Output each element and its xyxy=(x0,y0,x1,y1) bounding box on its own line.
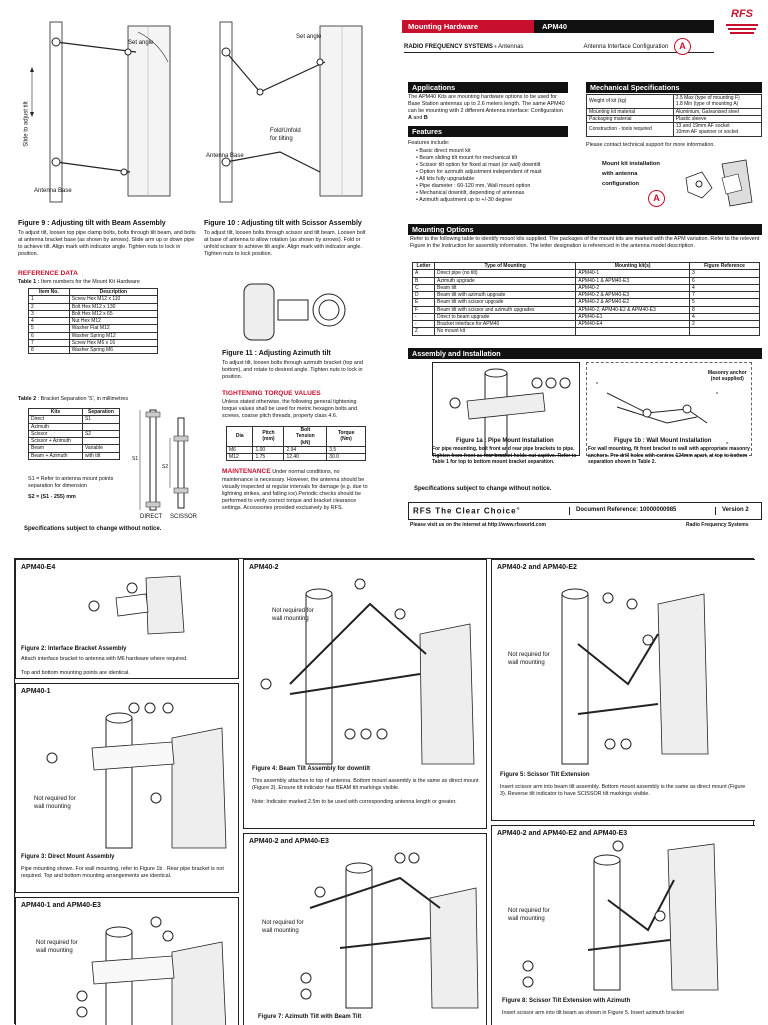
torque-header: Dia xyxy=(227,427,253,447)
table2-row xyxy=(29,416,120,423)
options-row-cell: APM40-2, APM40-E2 & APM40-E3 xyxy=(576,306,690,313)
table2-caption-row xyxy=(18,396,128,403)
applications-and: and xyxy=(413,115,423,122)
header-title: Mounting Hardware xyxy=(402,20,534,33)
not-required-label: Not required for wall mounting xyxy=(34,796,76,810)
slogan-mark: ® xyxy=(516,505,521,511)
table1-row-cell: 4 xyxy=(29,318,70,325)
fig2-drawing xyxy=(76,576,196,636)
left-sheet xyxy=(18,8,368,540)
table2-row-cell: Beam xyxy=(29,445,83,452)
feature-item: • All kits fully upgradable xyxy=(416,176,586,183)
options-header: Type of Mounting xyxy=(435,263,576,270)
options-row-cell: Azimuth upgrade xyxy=(435,277,576,284)
rfs-logo xyxy=(724,8,760,42)
table1-row-cell: 7 xyxy=(29,339,70,346)
table1-row-cell: Nut Hex M12 xyxy=(69,318,157,325)
torque-table xyxy=(226,426,366,461)
assembly-heading: Assembly and Installation xyxy=(408,348,762,359)
options-row-cell: APM40-2 & APM40-E3 xyxy=(576,292,690,299)
not-required-label: Not required for wall mounting xyxy=(36,940,78,954)
panel-apm40-e4 xyxy=(15,559,239,679)
options-row-cell: 6 xyxy=(690,277,760,284)
torque-cell: 30.0 xyxy=(327,454,366,461)
options-row xyxy=(413,270,760,277)
not-required-label: Not required for wall mounting xyxy=(272,608,314,622)
fig9-slide-label: Slide to adjust tilt xyxy=(23,101,30,147)
table1-title: Table 1 : xyxy=(18,279,40,285)
fig3-caption: Figure 3: Direct Mount Assembly xyxy=(21,854,115,860)
torque-header: Torque (Nm) xyxy=(327,427,366,447)
rfs-logo-text: RFS xyxy=(731,8,753,20)
masonry-label: Masonry anchor (not supplied) xyxy=(708,370,747,383)
table2-row-cell: with tilt xyxy=(82,452,119,459)
options-row-cell: APM40-1 xyxy=(576,270,690,277)
feature-item: • Basic direct mount kit xyxy=(416,148,586,155)
table2-row-cell xyxy=(82,423,119,430)
options-row-cell: No mount kit xyxy=(435,328,576,335)
features-intro: Features include: xyxy=(408,140,450,146)
options-row-cell: Bracket interface for APM40 xyxy=(435,321,576,328)
torque-heading: TIGHTENING TORQUE VALUES xyxy=(222,390,321,397)
options-row-cell: D xyxy=(413,292,435,299)
features-heading: Features xyxy=(408,126,568,137)
table1-caption-row xyxy=(18,279,140,286)
panel-apm40-2 xyxy=(243,559,487,829)
mech-row-cell: 2.5 Max (type of mounting F) 1.8 Min (type of mounting A) xyxy=(673,95,761,109)
options-header: Letter xyxy=(413,263,435,270)
options-row xyxy=(413,306,760,313)
options-row-cell: - xyxy=(413,321,435,328)
table1-row xyxy=(29,332,158,339)
table1 xyxy=(28,288,158,354)
config-b: B xyxy=(423,115,428,122)
options-row xyxy=(413,299,760,306)
table1-row xyxy=(29,303,158,310)
not-required-label: Not required for wall mounting xyxy=(508,652,550,666)
fig1a-title: Figure 1a : Pipe Mount Installation xyxy=(456,438,554,444)
options-row-cell: - xyxy=(413,313,435,320)
fig4-text: This assembly attaches to top of antenna. Bottom mount assembly is the same as direct mount (Figure 3). Ensure tilt indicator has BEAM tilt markings visible. Note: Indicator marked 2.5m to be used with corresponding antenna length or greater. xyxy=(252,778,479,806)
options-row-cell: Z xyxy=(413,328,435,335)
applications-text xyxy=(408,94,568,122)
fig1b-title: Figure 1b : Wall Mount Installation xyxy=(614,438,712,444)
panel-title: APM40-E4 xyxy=(21,564,56,571)
table2-row xyxy=(29,445,120,452)
torque-cell: 2.94 xyxy=(284,446,327,453)
options-header: Mounting kit(s) xyxy=(576,263,690,270)
table2-row xyxy=(29,423,120,430)
config-letter-circle: A xyxy=(674,38,691,55)
table1-header: Item No. xyxy=(29,289,70,296)
reference-heading: REFERENCE DATA xyxy=(18,270,78,277)
table2-caption: : Bracket Separation 'S', in millimetres xyxy=(37,396,129,402)
fig11-title: Figure 11 : Adjusting Azimuth tilt xyxy=(222,350,331,357)
panel-title: APM40-2 and APM40-E3 xyxy=(249,838,329,845)
options-row-cell: C xyxy=(413,284,435,291)
options-row-cell: APM40-2 & APM40-E2 xyxy=(576,299,690,306)
mount-kit-letter: A xyxy=(648,190,665,207)
table1-row xyxy=(29,325,158,332)
options-row-cell: APM40-2 xyxy=(576,284,690,291)
s1-note: S1 = Refer to antenna mount points separation for dimension xyxy=(28,476,114,490)
mech-row-cell: Mounting kit material xyxy=(587,108,674,115)
header-model: APM40 xyxy=(534,20,714,33)
panel-apm40-1 xyxy=(15,683,239,893)
fig1a-text: For pipe mounting, bolt front and rear pipe brackets to pipe. Tighten from front as rear bracket holds nut captive. Refer to Table 1 for top to bottom mount bracket separation. xyxy=(432,446,577,465)
feature-item: • Scissor tilt option for fixed at mast (or wall) downtilt xyxy=(416,162,586,169)
options-row-cell: APM40-1 & APM40-E3 xyxy=(576,277,690,284)
maintenance-block xyxy=(222,468,370,512)
maintenance-text: Under normal conditions, no maintenance is necessary. However, the antenna should be visually inspected at regular intervals for damage (e.g. due to lightning strikes, and falling ice).Periodic checks should be performed to verify correct torque and bracket clearance settings. Accessories provided exclusively by RFS. xyxy=(222,469,368,511)
fig7-caption: Figure 7: Azimuth Tilt with Beam Tilt xyxy=(258,1014,362,1020)
torque-cell: 3.5 xyxy=(327,446,366,453)
s1-label: S1 xyxy=(132,456,139,462)
fig3-drawing xyxy=(22,698,232,848)
panel-apm40-2-e2-e3 xyxy=(491,825,755,1025)
table1-row-cell: 8 xyxy=(29,347,70,354)
options-row-cell: 8 xyxy=(690,306,760,313)
table1-row-cell: Washer Spring M6 xyxy=(69,347,157,354)
table1-header: Description xyxy=(69,289,157,296)
table1-row-cell: 3 xyxy=(29,310,70,317)
options-row-cell: 7 xyxy=(690,292,760,299)
options-row-cell: 4 xyxy=(690,284,760,291)
mech-row-cell: Construction - tools required xyxy=(587,123,674,137)
fig11-drawing xyxy=(234,276,354,346)
fig9-base-label: Antenna Base xyxy=(34,188,72,194)
options-row-cell: Beam tilt with scissor upgrade xyxy=(435,299,576,306)
mech-row-cell: Weight of kit (kg) xyxy=(587,95,674,109)
options-row-cell: 3 xyxy=(690,270,760,277)
torque-cell: 12.40 xyxy=(284,454,327,461)
company-text: Radio Frequency Systems xyxy=(686,522,749,528)
table2-row-cell: Beam + Azimuth xyxy=(29,452,83,459)
footer-box xyxy=(408,502,762,520)
fig2-caption: Figure 2: Interface Bracket Assembly xyxy=(21,646,127,652)
options-row xyxy=(413,292,760,299)
maintenance-heading: MAINTENANCE xyxy=(222,468,271,475)
fig11-text: To adjust tilt, loosen bolts through azimuth bracket (top and bottom), and rotate to desired angle. Tighten nuts to lock in position. xyxy=(222,360,363,381)
options-row-cell: B xyxy=(413,277,435,284)
options-header: Figure Reference xyxy=(690,263,760,270)
direct-label: DIRECT xyxy=(140,514,163,520)
bracket-separation-drawing xyxy=(130,408,200,518)
s2-note: S2 = (S1 - 255) mm xyxy=(28,494,76,500)
mech-row-cell: Packaging material xyxy=(587,115,674,122)
options-row xyxy=(413,321,760,328)
panel-title: APM40-1 and APM40-E3 xyxy=(21,902,101,909)
feature-item: • Beam sliding tilt mount for mechanical tilt xyxy=(416,155,586,162)
doc-ref: Document Reference: 10000000985 xyxy=(569,507,715,515)
table1-row-cell: Bolt Hex M12 x 130 xyxy=(69,303,157,310)
mech-row-cell: Aluminium, Galvanised steel xyxy=(673,108,761,115)
feature-item: • Mechanical downtilt, depending of antennas xyxy=(416,190,586,197)
panel-apm40-2-e2 xyxy=(491,559,755,821)
table2-row-cell: Azimuth xyxy=(29,423,83,430)
mounting-text: Refer to the following table to identify mount kits supplied. The packages of the mount kits are marked with the APM variation. Refer to the relevent Figure in the Instruction for assembly information. The letter designation is referenced in the antenna model description. xyxy=(410,236,760,250)
table1-row-cell: Washer Spring M12 xyxy=(69,332,157,339)
panel-title: APM40-2 xyxy=(249,564,279,571)
fig2-text: Attach interface bracket to antenna with M6 hardware where required. Top and bottom mounting points are identical. xyxy=(21,656,188,677)
fig1b-text: For wall mounting, fit front bracket to wall with appropriate masonry anchors. Pre-drill holes with centres 124mm apart, at top to bottom separation shown in Table 2. xyxy=(588,446,750,465)
table2-row xyxy=(29,452,120,459)
options-row xyxy=(413,328,760,335)
table1-caption: Item numbers for the Mount Kit Hardware xyxy=(40,279,140,285)
config-line: Antenna Interface Configuration xyxy=(583,44,669,50)
bottom-sheet xyxy=(14,558,754,1024)
table2-row xyxy=(29,438,120,445)
features-list xyxy=(416,148,586,204)
fig9-drawing xyxy=(18,12,188,212)
mount-kit-drawing xyxy=(682,158,762,208)
panel-apm40-1-e3 xyxy=(15,897,239,1025)
table1-row xyxy=(29,296,158,303)
s2-label: S2 xyxy=(162,464,169,470)
table1-row-cell: 6 xyxy=(29,332,70,339)
torque-header: Pitch (mm) xyxy=(253,427,284,447)
table2 xyxy=(28,408,120,460)
mech-row-cell: Plastic sleeve xyxy=(673,115,761,122)
table1-row xyxy=(29,339,158,346)
options-row-cell: Beam tilt with scissor and azimuth upgrades xyxy=(435,306,576,313)
visit-text: Please visit us on the internet at http://www.rfsworld.com xyxy=(410,522,546,528)
scissor-label: SCISSOR xyxy=(170,514,198,520)
mech-row xyxy=(587,108,762,115)
options-row xyxy=(413,284,760,291)
applications-body: The APM40 Kits are mounting hardware options to be used for Base Station antennas up to 2.6 meters length. The same APM40 can be mounting with 2 different Antenna interface: Configuration xyxy=(408,94,565,115)
table1-row-cell: Screw Hex M12 x 110 xyxy=(69,296,157,303)
fig10-base-label: Antenna Base xyxy=(206,153,244,159)
options-row-cell xyxy=(576,328,690,335)
not-required-label: Not required for wall mounting xyxy=(262,920,304,934)
options-row-cell: E xyxy=(413,299,435,306)
table1-row xyxy=(29,347,158,354)
contact-text: Please contact technical support for more information. xyxy=(586,142,715,148)
table1-row-cell: Washer Flat M12 xyxy=(69,325,157,332)
panel-title: APM40-2 and APM40-E2 xyxy=(497,564,577,571)
options-row-cell xyxy=(690,328,760,335)
panel-title: APM40-2 and APM40-E2 and APM40-E3 xyxy=(497,830,628,837)
right-sheet xyxy=(402,8,764,540)
mech-row xyxy=(587,123,762,137)
options-row xyxy=(413,277,760,284)
fig5-caption: Figure 5: Scissor Tilt Extension xyxy=(500,772,590,778)
table2-row-cell: S1 xyxy=(82,416,119,423)
mech-heading: Mechanical Specifications xyxy=(586,82,762,93)
panel-title: APM40-1 xyxy=(21,688,51,695)
torque-cell: 1.00 xyxy=(253,446,284,453)
slogan xyxy=(409,506,569,517)
torque-cell: 1.75 xyxy=(253,454,284,461)
mech-row xyxy=(587,95,762,109)
options-row-cell: APM40-E4 xyxy=(576,321,690,328)
table1-row-cell: 2 xyxy=(29,303,70,310)
brand-name: RADIO FREQUENCY SYSTEMS xyxy=(404,44,493,50)
mech-row xyxy=(587,115,762,122)
feature-item: • Option for azimuth adjustment independent of mast xyxy=(416,169,586,176)
options-row-cell: APM40-E1 xyxy=(576,313,690,320)
fig10-fold-label: Fold/Unfold for tilting xyxy=(270,128,301,142)
version: Version 2 xyxy=(715,507,749,515)
torque-cell: M12 xyxy=(227,454,253,461)
table1-row xyxy=(29,310,158,317)
options-row-cell: 4 xyxy=(690,313,760,320)
table2-row-cell: S2 xyxy=(82,430,119,437)
applications-heading: Applications xyxy=(408,82,568,93)
feature-item: • Pipe diameter : 60-120 mm, Wall mount option xyxy=(416,183,586,190)
table2-row-cell: Scissor xyxy=(29,430,83,437)
table2-row-cell xyxy=(82,438,119,445)
fig10-set-angle-label: Set angle xyxy=(296,34,322,40)
left-footer: Specifications subject to change without notice. xyxy=(24,526,162,532)
fig8-caption: Figure 8: Scissor Tilt Extension with Azimuth xyxy=(502,998,631,1004)
table2-row-cell: Scissor + Azimuth xyxy=(29,438,83,445)
mech-row-cell: 13 and 19mm AF socket 10mm AF spanner or socket xyxy=(673,123,761,137)
feature-item: • Azimuth adjustment up to +/-30 degree xyxy=(416,197,586,204)
torque-cell: M6 xyxy=(227,446,253,453)
options-row-cell: A xyxy=(413,270,435,277)
torque-header: Bolt Tension (kN) xyxy=(284,427,327,447)
config-a: A xyxy=(408,115,412,122)
fig3-text: Pipe mounting shown. For wall mounting, refer to Figure 1b . Rear pipe bracket is not required. Top and bottom mounting arrangements are identical. xyxy=(21,866,224,880)
table2-row-cell: Variable xyxy=(82,445,119,452)
fig6-drawing xyxy=(22,912,232,1022)
brand-row: RADIO FREQUENCY SYSTEMS ® Antennas Antenna Interface Configuration xyxy=(404,44,714,53)
mounting-heading: Mounting Options xyxy=(408,224,762,235)
slogan-text: RFS The Clear Choice xyxy=(413,506,517,516)
table2-row-cell: Direct xyxy=(29,416,83,423)
table2-title: Table 2 xyxy=(18,396,37,402)
options-row-cell: 5 xyxy=(690,299,760,306)
options-table xyxy=(412,262,760,336)
fig5-drawing xyxy=(498,574,748,764)
brand-antennas: Antennas xyxy=(498,44,524,50)
fig10-title: Figure 10 : Adjusting tilt with Scissor Assembly xyxy=(204,220,362,227)
fig8-text: Insert scissor arm into tilt beam as shown in Figure 5. Insert azimuth bracket xyxy=(502,1010,684,1016)
torque-text: Unless stated otherwise, the following general tightening torque values shall be used for metric hexagon bolts and screws, coarse pitch threads, property class 4.6. xyxy=(222,399,358,420)
fig5-text: Insert scissor arm into beam tilt assembly. Bottom mount assembly is the same as direct mount (Figure 3). Reverse tilt indicator to have SCISSOR tilt markings visible. xyxy=(500,784,746,798)
options-row-cell: F xyxy=(413,306,435,313)
options-row xyxy=(413,313,760,320)
mount-kit-caption: Mount kit installation with antenna configuration xyxy=(602,161,660,187)
fig10-drawing xyxy=(200,12,370,212)
fig9-text: To adjust tilt, loosen top pipe clamp bolts, bolts through tilt beam, and bolts at antenna bracket base (as shown by arrows). Slide arm up or down pipe to achieve tilt. Align mark with indicator angle. Tighten nuts to lock in position. xyxy=(18,230,196,258)
not-required-label: Not required for wall mounting xyxy=(508,908,550,922)
table1-row-cell: 5 xyxy=(29,325,70,332)
table1-row xyxy=(29,318,158,325)
options-row-cell: Beam tilt with azimuth upgrade xyxy=(435,292,576,299)
table2-header: Kits xyxy=(29,409,83,416)
fig4-drawing xyxy=(250,574,484,764)
header-bar xyxy=(402,20,714,33)
table2-header: Separation xyxy=(82,409,119,416)
fig9-title: Figure 9 : Adjusting tilt with Beam Assembly xyxy=(18,220,166,227)
options-row-cell: 2 xyxy=(690,321,760,328)
table1-row-cell: 1 xyxy=(29,296,70,303)
table1-row-cell: Screw Hex M6 x 16 xyxy=(69,339,157,346)
mech-table xyxy=(586,94,762,137)
table2-row xyxy=(29,430,120,437)
spec-note: Specifications subject to change without notice. xyxy=(414,486,552,492)
fig9-set-angle-label: Set angle xyxy=(128,40,154,46)
options-row-cell: Direct to beam upgrade xyxy=(435,313,576,320)
table1-row-cell: Bolt Hex M12 x 65 xyxy=(69,310,157,317)
options-row-cell: Direct pipe (no tilt) xyxy=(435,270,576,277)
fig4-caption: Figure 4: Beam Tilt Assembly for downtilt xyxy=(252,766,371,772)
options-row-cell: Beam tilt xyxy=(435,284,576,291)
panel-apm40-2-e3 xyxy=(243,833,487,1025)
fig10-text: To adjust tilt, loosen bolts through scissor and tilt beam. Loosen bolt at base of antenna to allow rotation (as shown by arrows). Fold or unfold scissor to achieve tilt angle. Align mark with indicator angle. Tighten nuts to lock position. xyxy=(204,230,366,258)
